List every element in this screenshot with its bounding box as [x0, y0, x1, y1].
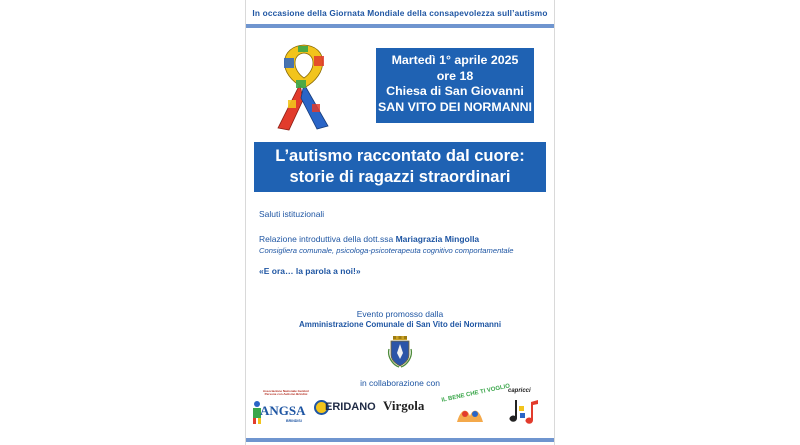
logo-angsa-assoc: Associazione Nazionale Genitori Persone con Autismo Brindisi	[262, 389, 310, 397]
promoter-label: Evento promosso dalla	[356, 309, 444, 319]
logo-angsa-name: ANGSA	[260, 403, 306, 418]
event-time: ore 18	[436, 68, 474, 83]
event-title-box	[254, 142, 546, 192]
logo-il-bene	[440, 383, 511, 424]
logo-angsa	[250, 390, 310, 426]
divider-right	[554, 0, 555, 445]
coat-of-arms-icon	[387, 335, 413, 369]
header-rule	[246, 24, 554, 28]
event-venue: Chiesa di San Giovanni	[386, 84, 524, 98]
speaker-role: Consigliera comunale, psicologa-psicoterapeuta cognitivo comportamentale	[259, 246, 514, 255]
program-closing: «E ora… la parola a noi!»	[259, 266, 361, 276]
logo-angsa-sub: BRINDISI	[286, 419, 302, 423]
event-city: SAN VITO DEI NORMANNI	[378, 99, 532, 114]
logo-eridano-name: ERIDANO	[325, 401, 376, 413]
program-intro-prefix: Relazione introduttiva della dott.ssa	[259, 234, 396, 244]
logo-virgola: Virgola	[383, 398, 425, 413]
logo-il-bene-name: IL BENE CHE TI VOGLIO	[440, 383, 511, 404]
header-strip	[246, 2, 554, 24]
footer-rule	[246, 438, 554, 442]
logo-capricci-name: capricci	[508, 388, 531, 394]
event-details-box	[376, 48, 534, 123]
logo-capricci	[502, 388, 546, 426]
music-notes-icon	[506, 396, 542, 424]
event-date: Martedì 1° aprile 2025	[391, 53, 519, 67]
hands-icon	[455, 406, 485, 424]
promoter-name: Amministrazione Comunale di San Vito dei Normanni	[298, 320, 502, 329]
event-title-line1: L’autismo raccontato dal cuore:	[275, 147, 525, 165]
speaker-name: Mariagrazia Mingolla	[395, 234, 480, 244]
collaboration-label: in collaborazione con	[360, 378, 440, 388]
event-title-line2: storie di ragazzi straordinari	[289, 168, 511, 186]
program-intro	[259, 234, 479, 244]
header-text: In occasione della Giornata Mondiale della consapevolezza sull’autismo	[252, 8, 548, 18]
logo-eridano	[314, 398, 378, 420]
puzzle-ribbon-icon	[270, 40, 338, 132]
program-greetings: Saluti istituzionali	[259, 209, 325, 219]
event-poster	[246, 0, 554, 445]
